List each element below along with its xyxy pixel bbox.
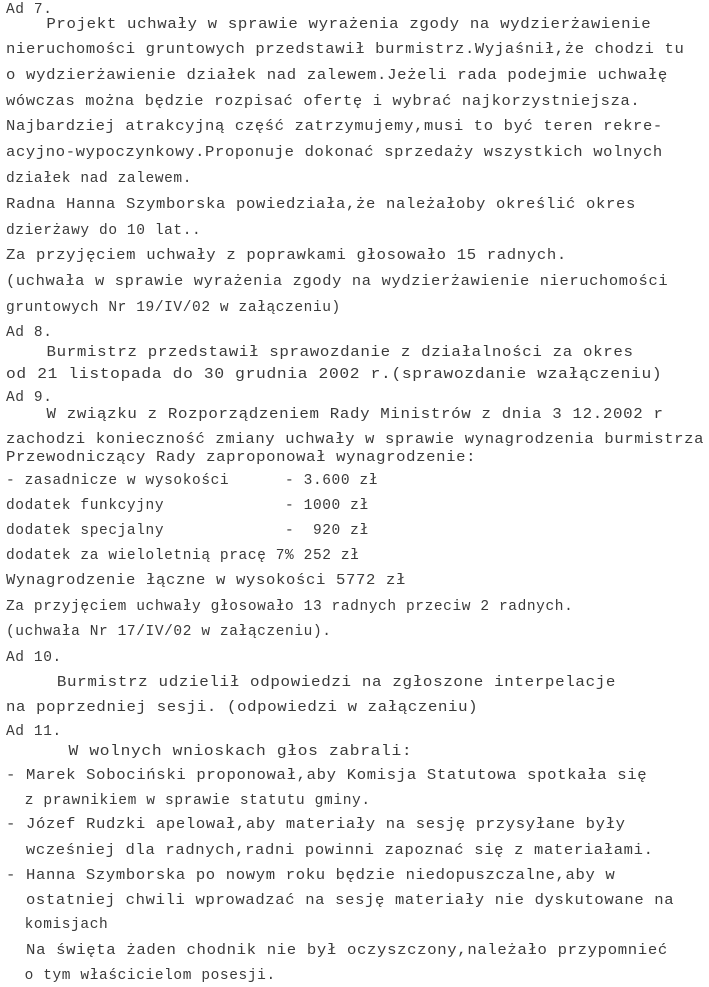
document-line: gruntowych Nr 19/IV/02 w załączeniu) <box>6 300 341 316</box>
document-line: W związku z Rozporządzeniem Rady Ministrów z dnia 3 12.2002 r <box>6 407 664 423</box>
document-line: - Józef Rudzki apelował,aby materiały na sesję przysyłane były <box>6 817 626 833</box>
document-line: W wolnych wnioskach głos zabrali: <box>6 744 413 760</box>
document-line: Burmistrz udzielił odpowiedzi na zgłoszone interpelacje <box>6 675 617 691</box>
document-line: wówczas można będzie rozpisać ofertę i wybrać najkorzystniejsza. <box>6 94 641 110</box>
document-line: zachodzi konieczność zmiany uchwały w sprawie wynagrodzenia burmistrza <box>6 432 705 448</box>
document-line: o wydzierżawienie działek nad zalewem.Jeżeli rada podejmie uchwałę <box>6 68 668 84</box>
document-line: Wynagrodzenie łączne w wysokości 5772 zł <box>6 573 407 589</box>
section-heading: Ad 10. <box>6 650 62 666</box>
document-line: dzierżawy do 10 lat.. <box>6 223 202 239</box>
document-line: (uchwała Nr 17/IV/02 w załączeniu). <box>6 624 332 640</box>
document-line: dodatek za wieloletnią pracę 7% 252 zł <box>6 548 360 564</box>
document-line: Za przyjęciem uchwały głosowało 13 radnych przeciw 2 radnych. <box>6 599 574 615</box>
document-line: Najbardziej atrakcyjną część zatrzymujemy,musi to być teren rekre- <box>6 119 663 135</box>
document-line: nieruchomości gruntowych przedstawił burmistrz.Wyjaśnił,że chodzi tu <box>6 42 685 58</box>
document-line: Na święta żaden chodnik nie był oczyszczony,należało przypomnieć <box>6 943 668 959</box>
section-heading: Ad 8. <box>6 325 53 341</box>
document-line: komisjach <box>6 917 109 933</box>
section-heading: Ad 7. <box>6 2 53 18</box>
document-line: dodatek specjalny - 920 zł <box>6 523 369 539</box>
document-line: na poprzedniej sesji. (odpowiedzi w załączeniu) <box>6 700 479 716</box>
section-heading: Ad 11. <box>6 724 62 740</box>
document-line: z prawnikiem w sprawie statutu gminy. <box>6 793 371 809</box>
section-heading: Ad 9. <box>6 390 53 406</box>
document-line: dodatek funkcyjny - 1000 zł <box>6 498 369 514</box>
document-line: wcześniej dla radnych,radni powinni zapoznać się z materiałami. <box>6 843 654 859</box>
document-line: Za przyjęciem uchwały z poprawkami głosowało 15 radnych. <box>6 248 567 264</box>
document-line: - zasadnicze w wysokości - 3.600 zł <box>6 473 379 489</box>
document-line: (uchwała w sprawie wyrażenia zgody na wydzierżawienie nieruchomości <box>6 274 669 290</box>
document-line: - Hanna Szymborska po nowym roku będzie niedopuszczalne,aby w <box>6 868 616 884</box>
document-line: Radna Hanna Szymborska powiedziała,że należałoby określić okres <box>6 197 636 213</box>
document-line: ostatniej chwili wprowadzać na sesję materiały nie dyskutowane na <box>6 893 675 909</box>
document-line: Przewodniczący Rady zaproponował wynagrodzenie: <box>6 450 477 466</box>
document-line: działek nad zalewem. <box>6 171 193 187</box>
document-line: Projekt uchwały w sprawie wyrażenia zgody na wydzierżawienie <box>6 17 652 33</box>
document-line: od 21 listopada do 30 grudnia 2002 r.(sprawozdanie wzałączeniu) <box>6 367 663 383</box>
document-line: Burmistrz przedstawił sprawozdanie z działalności za okres <box>6 345 634 361</box>
document-line: - Marek Sobociński proponował,aby Komisja Statutowa spotkała się <box>6 768 648 784</box>
document-line: o tym właścicielom posesji. <box>6 968 276 984</box>
document-line: acyjno-wypoczynkowy.Proponuje dokonać sprzedaży wszystkich wolnych <box>6 145 663 161</box>
